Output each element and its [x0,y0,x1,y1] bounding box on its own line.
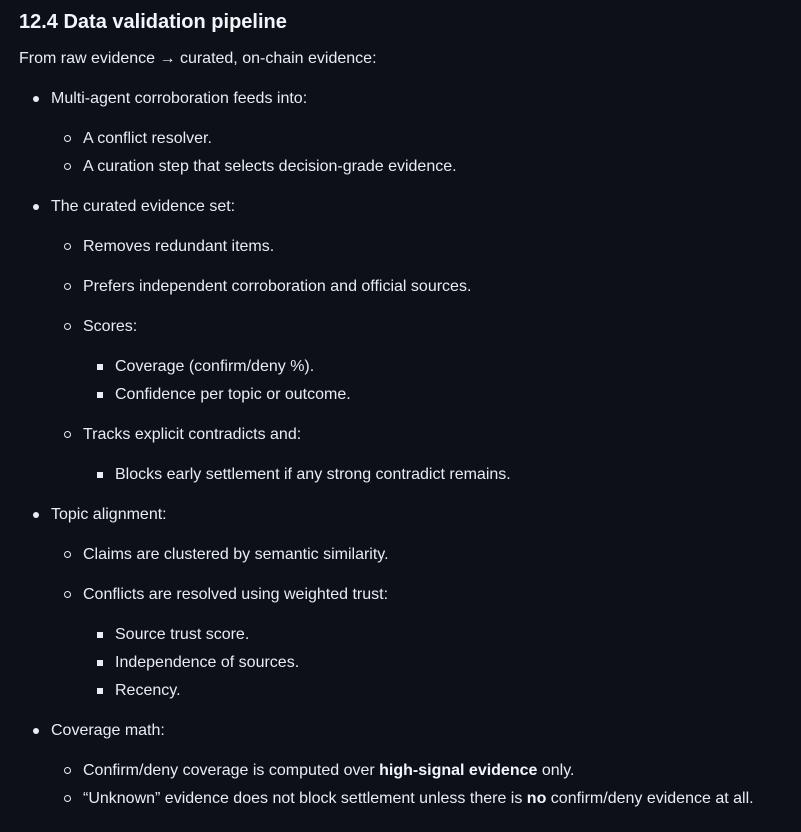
sub-item-text: A conflict resolver. [83,130,212,147]
sub-sub-list [83,355,801,407]
circle-bullet-icon [51,315,83,339]
square-bullet-icon [83,463,115,487]
circle-bullet-icon [51,235,83,259]
sub-item-conflicts [51,583,801,703]
sub-item [51,543,801,567]
top-level-list [19,87,801,811]
square-bullet-icon [83,623,115,647]
sub-item-text [83,787,801,811]
list-item-label: The curated evidence set: [51,198,236,215]
sub-sub-list [83,463,801,487]
sub-sub-item [83,679,801,703]
sub-item [51,787,801,811]
circle-bullet-icon [51,583,83,607]
sub-sub-item [83,651,801,675]
text-segment: confirm/deny evidence at all. [546,790,754,807]
sub-list [51,759,801,811]
list-item-label: Multi-agent corroboration feeds into: [51,90,308,107]
sub-sub-item [83,463,801,487]
list-item-corroboration [19,87,801,179]
disc-bullet-icon [19,503,51,527]
sub-item-text [83,759,801,783]
section-heading: 12.4 Data validation pipeline [19,11,287,33]
sub-sub-item [83,355,801,379]
sub-list [51,235,801,487]
sub-item-text: Tracks explicit contradicts and: [83,426,302,443]
list-item-topic [19,503,801,703]
sub-sub-item-text: Recency. [115,682,181,699]
sub-item-tracks [51,423,801,487]
list-item-label: Coverage math: [51,722,165,739]
list-item-coverage [19,719,801,811]
circle-bullet-icon [51,127,83,151]
sub-list [51,127,801,179]
sub-item [51,155,801,179]
list-item-label: Topic alignment: [51,506,167,523]
sub-item-text: Scores: [83,318,138,335]
bold-text: high-signal evidence [379,762,538,779]
bold-text: no [526,790,547,807]
sub-sub-list [83,623,801,703]
sub-item [51,235,801,259]
sub-list [51,543,801,703]
disc-bullet-icon [19,195,51,219]
circle-bullet-icon [51,787,83,811]
sub-sub-item-text: Blocks early settlement if any strong contradict remains. [115,466,511,483]
sub-item-text: Removes redundant items. [83,238,275,255]
sub-sub-item [83,383,801,407]
sub-item-text: Conflicts are resolved using weighted trust: [83,586,389,603]
sub-sub-item [83,623,801,647]
text-segment: Confirm/deny coverage is computed over [83,762,380,779]
sub-item-text: Claims are clustered by semantic similarity. [83,546,389,563]
sub-item-scores [51,315,801,407]
disc-bullet-icon [19,87,51,111]
square-bullet-icon [83,679,115,703]
sub-item-text: A curation step that selects decision-grade evidence. [83,158,457,175]
square-bullet-icon [83,651,115,675]
sub-sub-item-text: Independence of sources. [115,654,300,671]
sub-sub-item-text: Coverage (confirm/deny %). [115,358,315,375]
circle-bullet-icon [51,759,83,783]
sub-item-text: Prefers independent corroboration and official sources. [83,278,472,295]
sub-sub-item-text: Source trust score. [115,626,250,643]
intro-text: From raw evidence → curated, on-chain evidence: [19,50,377,67]
square-bullet-icon [83,383,115,407]
sub-item [51,759,801,783]
sub-item [51,127,801,151]
circle-bullet-icon [51,423,83,447]
text-segment: only. [537,762,575,779]
sub-sub-item-text: Confidence per topic or outcome. [115,386,351,403]
text-segment: “Unknown” evidence does not block settlement unless there is [83,790,527,807]
disc-bullet-icon [19,719,51,743]
circle-bullet-icon [51,275,83,299]
square-bullet-icon [83,355,115,379]
sub-item [51,275,801,299]
circle-bullet-icon [51,543,83,567]
list-item-curated [19,195,801,487]
circle-bullet-icon [51,155,83,179]
